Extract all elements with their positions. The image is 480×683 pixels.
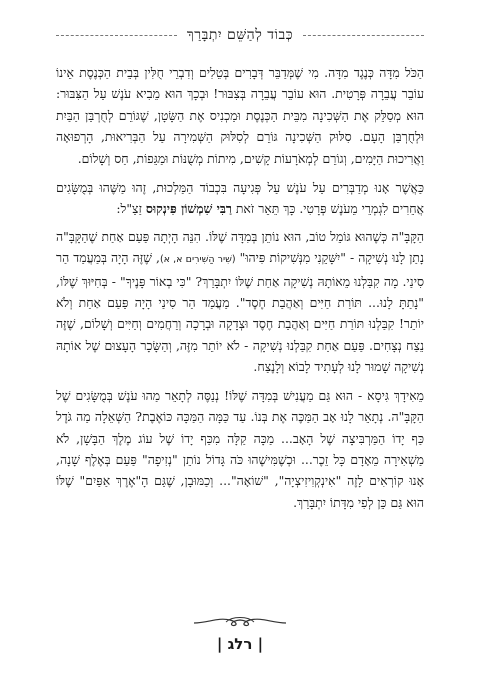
paragraph-1: הַכֹּל מִדָּה כְּנֶגֶד מִדָּה. מִי שֶׁמְּדַבֵּר דְּבָרִים בְּטֵלִים וְדִבְרֵי חֻלִּין בְּבֵית הַכְּנֶסֶת אֵינוֹ עוֹבֵר עֲבֵרָה פְּרָטִית. הוּא עוֹבֵר עֲבֵרָה בְּצִבּוּר! וּבְכָךְ הוּא מֵבִיא עֹנֶשׁ עַל הַצִּבּוּר: הוּא מְסַלֵּק אֶת הַשְּׁכִינָה מִבֵּית הַכְּנֶסֶת וּמַכְנִיס אֶת הַשָּׂטָן, שֶׁגּוֹרֵם לְחֻרְבַּן הַבַּיִת וּלְחֻרְבַּן הָעָם. סִלּוּק הַשְּׁכִינָה גּוֹרֵם לְסִלּוּק הַשְּׁמִירָה עַל הַבְּרִיאוּת, הָרְפוּאָה וַאֲרִיכוּת הַיָּמִים, וְגוֹרֵם לְמְאֹרָעוֹת קָשִׁים, מִיתוֹת מְשֻׁנּוֹת וּמַגֵּפוֹת, חַס וְשָׁלוֹם. [56,65,424,166]
paragraph-3-text-a: הַקָּבָּ"ה כְּשֶׁהוּא גּוֹמֵל טוֹב, הוּא נוֹתֵן בְּמִדָּה שֶׁלּוֹ. הִנֵּה הָיְתָה פַּעַם אַחַת שֶׁהַקָּבָּ"ה נָתַן לָנוּ נְשִׁיקָה - "יִשָּׁקֵנִי מִנְּשִׁיקוֹת פִּיהוּ" [56,228,424,266]
body-text [56,62,424,521]
paragraph-2-text: כַּאֲשֶׁר אָנוּ מְדַבְּרִים עַל עֹנֶשׁ עַל פְּגִיעָה בִּכְבוֹד הַמַּלְכוּת, זֶהוּ מַשֶּׁהוּ בְּמֻשָּׂגִים אֲחֵרִים לִגְמְרֵי מֵעֹנֶשׁ פְּרָטִי. כָּךְ תֵּאֵר זֹאת [56,180,424,217]
paragraph-3 [56,226,424,378]
running-title: כְּבוֹד לְהַשֵּׁם יִתְבָּרַךְ [186,26,294,43]
paragraph-2 [56,177,424,220]
source-citation: (שִׁיר הַשִּׁירִים א, א) [159,254,236,266]
paragraph-4: מֵאִידָךְ גִּיסָא - הוּא גַּם מַעֲנִישׁ בְּמִדָּה שֶׁלּוֹ! נְנַסֶּה לְתָאֵר מַהוּ עֹנֶשׁ בְּמֻשָּׂגִים שֶׁל הַקָּבָּ"ה. נְתָאֵר לָנוּ אָב הַמַּכֶּה אֶת בְּנוֹ. עַד כַּמָּה הַמַּכָּה כּוֹאֶבֶת? הַשְּׁאֵלָה מַה גֹּדֶל כַּף יָדוֹ הַמַּרְבִּיצָה שֶׁל הָאָב... מַכָּה קַלָּה מִכַּף יָדוֹ שֶׁל עוֹג מֶלֶךְ הַבָּשָׁן, לֹא מַשְׁאִירָה מֵאָדָם כָּל זֵכֶר... וּכְשֶׁמִּישֶׁהוּ כֹּה גָּדוֹל נוֹתֵן "נְזִיפָה" פַּעַם בְּאֶלֶף שָׁנָה, אָנוּ קוֹרְאִים לָזֶה "אִינְקְוִיזִיצְיָה", "שׁוֹאָה"... וְכַמּוּבָן, שֶׁגַּם הָ"אֶרֶךְ אַפַּיִם" שֶׁלּוֹ הוּא גַּם כֵּן לְפִי מִדָּתוֹ יִתְבָּרַךְ. [56,387,424,510]
running-header [56,24,424,46]
swirl-ornament-icon [190,612,290,630]
paragraph-3-text-b: , שֶׁזֶּה הָיָה בְּמַעֲמַד הַר סִינַי. מָה קִבַּלְנוּ מֵאוֹתָהּ נְשִׁיקָה אַחַת שֶׁלּוֹ יִתְבָּרַךְ? "כִּי בְאוֹר פָּנֶיךָ" - בְּחִיּוּךְ שֶׁלּוֹ, "נָתַתָּ לָנוּ... תּוֹרַת חַיִּים וְאַהֲבַת חֶסֶד". מַעֲמַד הַר סִינַי הָיָה פַּעַם אַחַת וְלֹא יוֹתֵר! קִבַּלְנוּ תּוֹרַת חַיִּים וְאַהֲבַת חֶסֶד וּצְדָקָה וּבְרָכָה וְרַחֲמִים וְחַיִּים וְשָׁלוֹם, שֶׁזֶּה נֵצַח נְצָחִים. פַּעַם אַחַת קִבַּלְנוּ נְשִׁיקָה - לֹא יוֹתֵר מִזֶּה, וְהַשָּׂכָר הָעָצוּם שֶׁל אוֹתָהּ נְשִׁיקָה שָׁמוּר לָנוּ לְעָתִיד לָבוֹא וְלָנֶצַח. [56,250,424,375]
paragraph-2-suffix: זַצַ"ל: [116,201,146,217]
header-dash-left [56,35,177,36]
page-number: | רלג | [216,635,264,653]
rabbi-name: רַבִּי שִׁמְשׁוֹן פִּינְקוּס [145,201,232,217]
header-dash-right [303,35,424,36]
